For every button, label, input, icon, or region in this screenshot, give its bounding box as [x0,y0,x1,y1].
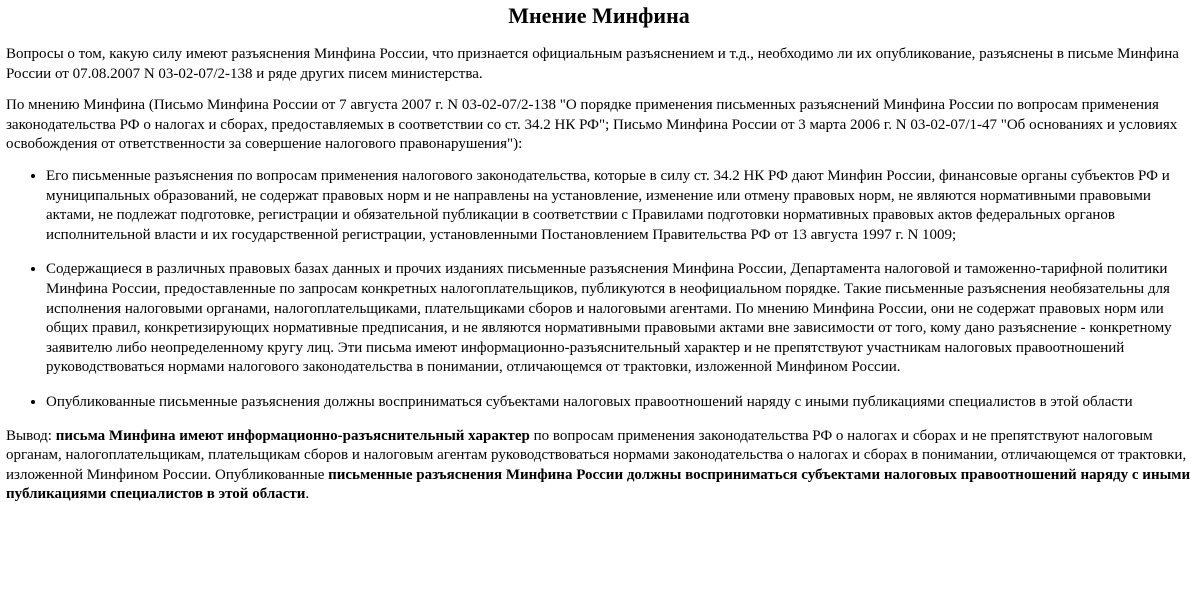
document-page [0,3,1200,505]
conclusion-paragraph [6,427,1192,505]
conclusion-bold-2: письменные разъяснения Минфина России должны восприниматься субъектами налоговых правоотношений наряду с иными публикациями специалистов в этой области [6,466,1191,503]
intro-paragraph: Вопросы о том, какую силу имеют разъяснения Минфина России, что признается официальным разъяснением и т.д., необходимо ли их опубликование, разъяснены в письме Минфина России от 07.08.2007 N 03-02-07/2-138 и ряде других писем министерства. [6,46,1179,82]
bullet-list [6,167,1192,413]
conclusion-suffix: . [305,486,310,503]
list-item: • Содержащиеся в различных правовых базах данных и прочих изданиях письменные разъяснения Минфина России, Департамента налоговой и таможенно-тарифной политики Минфина России, предоставленные по запросам конкретных налогоплательщиков, публикуются в неофициальном порядке. Такие письменные разъяснения необязательны для исполнения налоговыми органами, налогоплательщиками, плательщиками сборов и налоговыми агентами. По мнению Минфина России, они не содержат правовых норм или общих правил, конкретизирующих нормативные предписания, и не являются нормативными правовыми актами вне зависимости от того, кому дано разъяснение - конкретному заявителю либо неопределенному кругу лиц. Эти письма имеют информационно-разъяснительный характер и не препятствуют участникам налоговых правоотношений руководствоваться нормами налогового законодательства в понимании, отличающемся от трактовки, изложенной Минфином России. [46,260,1192,378]
list-item: • Опубликованные письменные разъяснения должны восприниматься субъектами налоговых правоотношений наряду с иными публикациями специалистов в этой области [46,393,1192,413]
conclusion-middle: по вопросам применения законодательства РФ о налогах и сборах и не препятствуют налоговым органам, налогоплательщикам, плательщикам сборов и налоговым агентам руководствоваться нормами законодательства о налогах и сборах в понимании, отличающемся от трактовки, изложенной Минфином России. Опубликованные [6,427,1187,483]
page-title: Мнение Минфина [508,3,690,28]
conclusion-prefix: Вывод: [6,427,56,444]
opinion-paragraph: По мнению Минфина (Письмо Минфина России от 7 августа 2007 г. N 03-02-07/2-138 "О порядке применения письменных разъяснений Минфина России по вопросам применения законодательства РФ о налогах и сборах, предоставляемых в соответствии со ст. 34.2 НК РФ"; Письмо Минфина России от 3 марта 2006 г. N 03-02-07/1-47 "Об основаниях и условиях освобождения от ответственности за совершение налогового правонарушения"): [6,97,1178,153]
conclusion-bold-1: письма Минфина имеют информационно-разъяснительный характер [55,427,530,444]
list-item: • Его письменные разъяснения по вопросам применения налогового законодательства, которые в силу ст. 34.2 НК РФ дают Минфин России, финансовые органы субъектов РФ и муниципальных образований, не содержат правовых норм и не направлены на установление, изменение или отмену правовых норм, не являются нормативными правовыми актами, не подлежат подготовке, регистрации и обязательной публикации в соответствии с Правилами подготовки нормативных правовых актов федеральных органов исполнительной власти и их государственной регистрации, установленными Постановлением Правительства РФ от 13 августа 1997 г. N 1009; [46,167,1192,245]
